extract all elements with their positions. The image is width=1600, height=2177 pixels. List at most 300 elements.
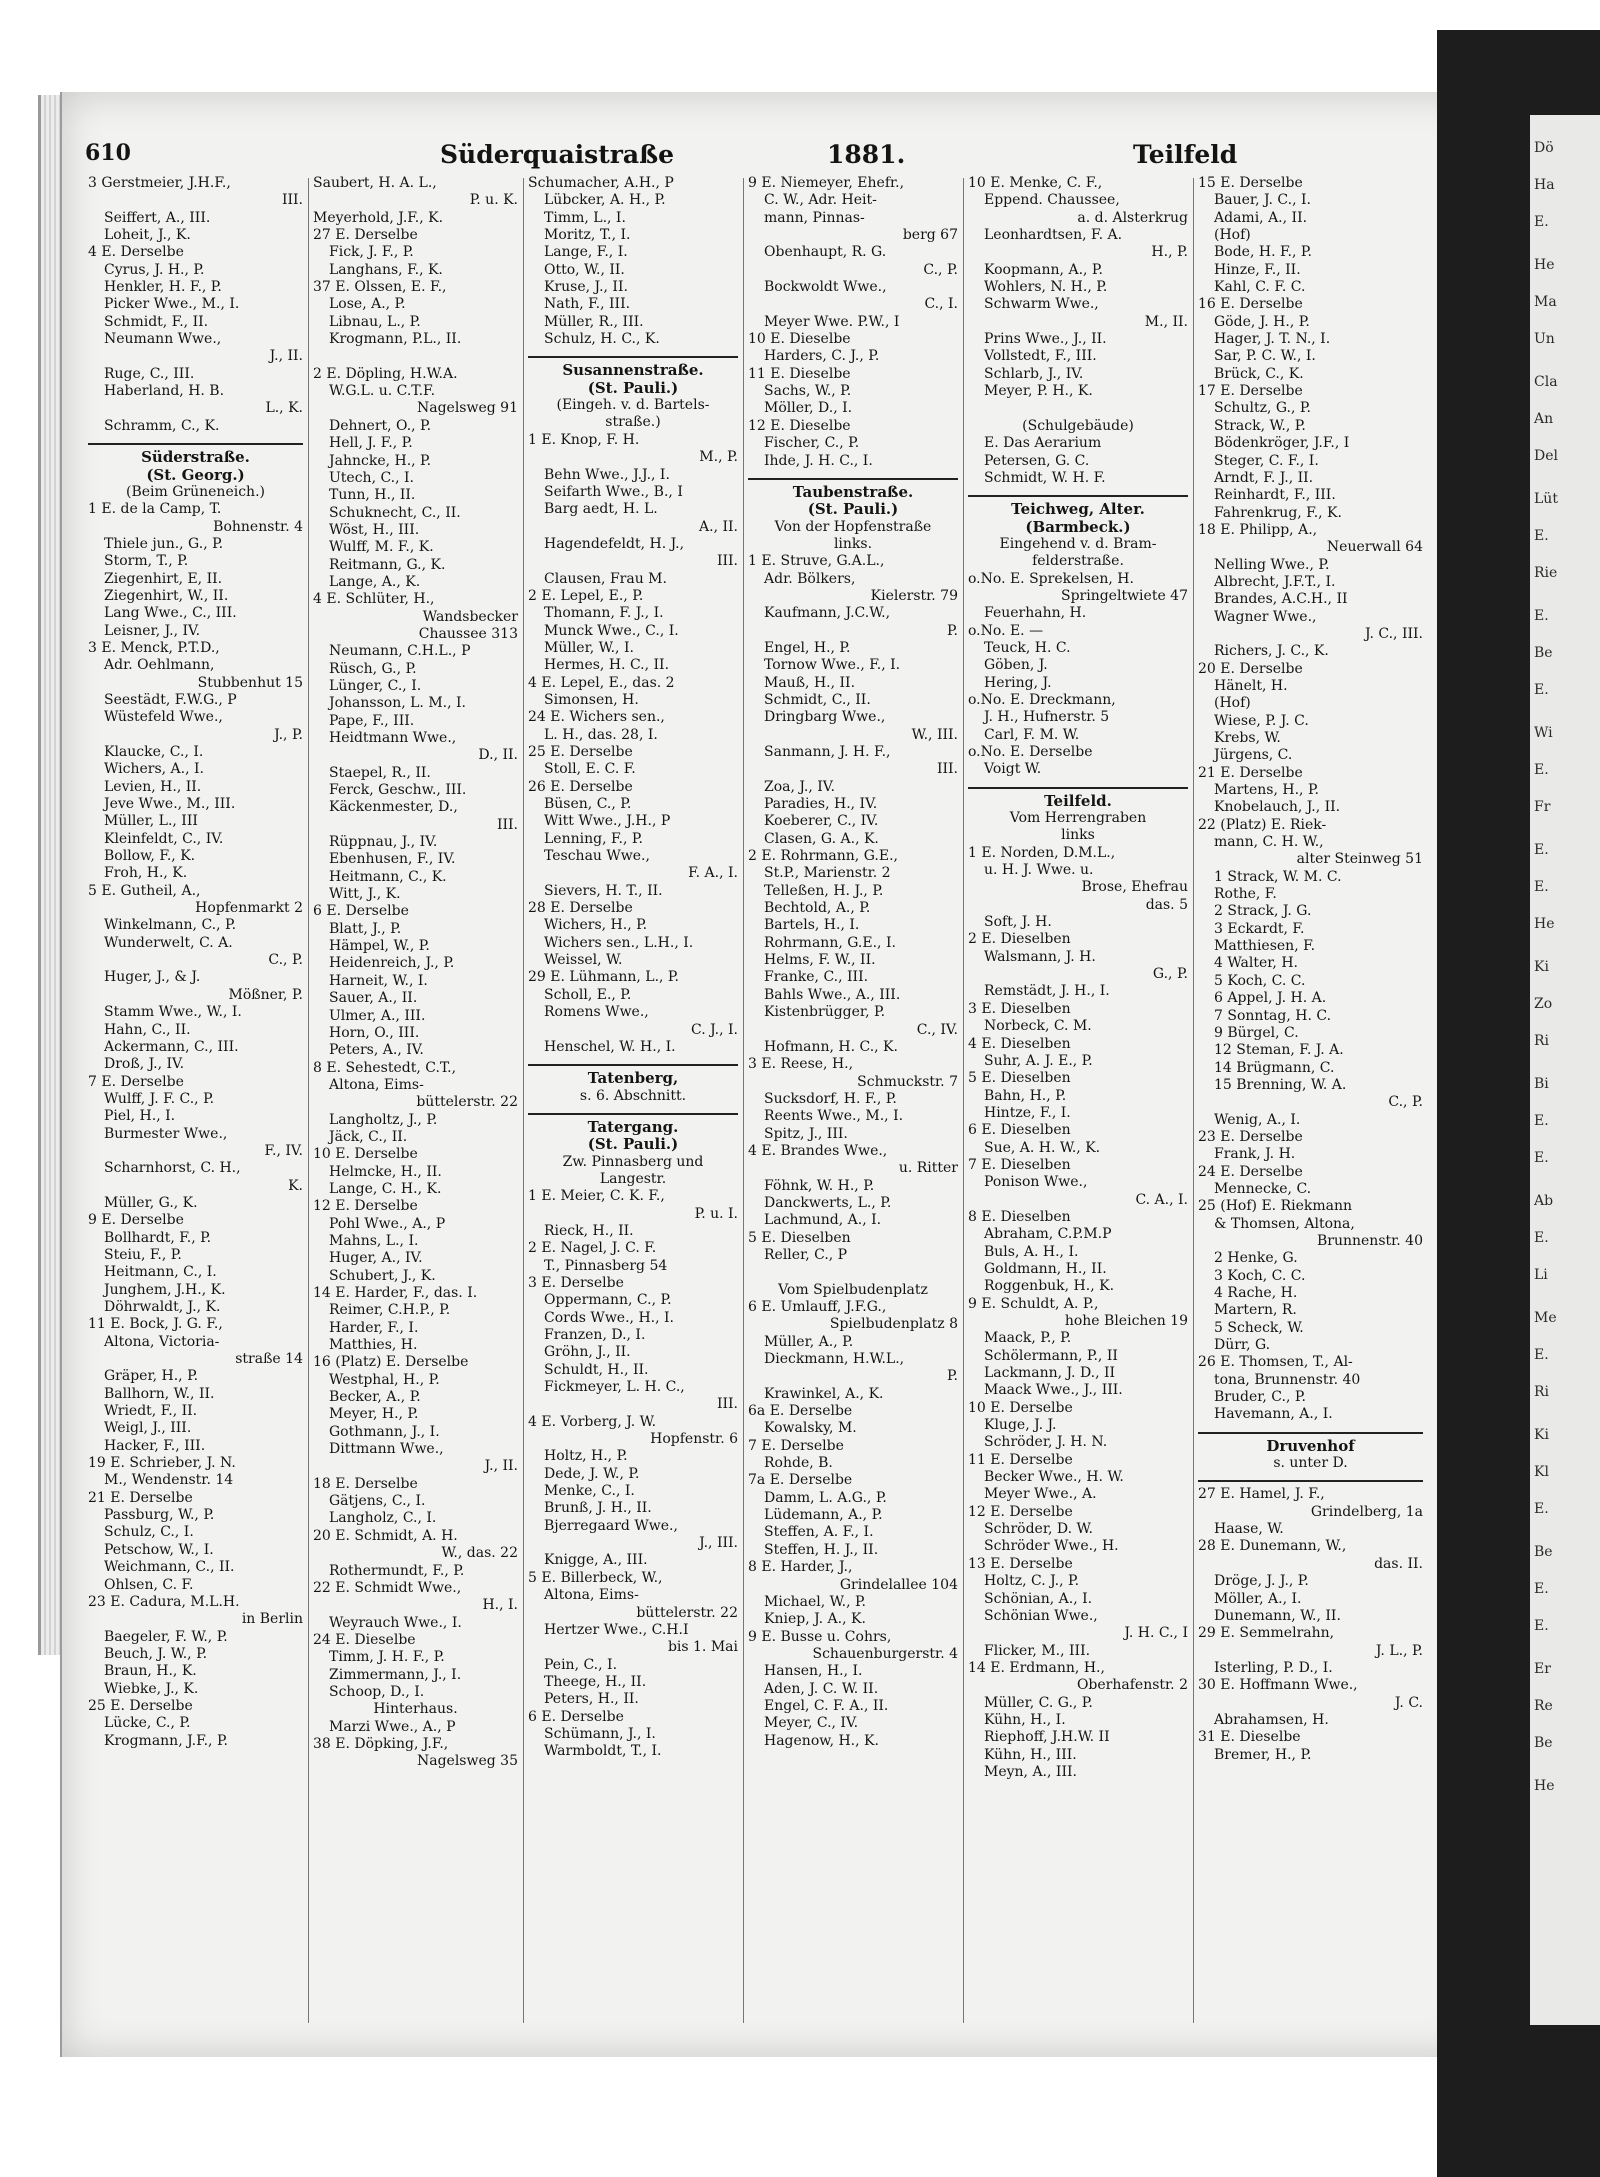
entry-line: 28 E. Derselbe [528, 900, 633, 917]
entry-line: felderstraße. [1032, 553, 1124, 570]
entry-line: Harder, F., I. [329, 1319, 419, 1336]
entry-line: 17 E. Derselbe [1198, 383, 1303, 400]
entry-line: Dede, J. W., P. [544, 1465, 640, 1482]
entry-line: Brose, Ehefrau [1081, 879, 1188, 896]
entry-line: Ihde, J. H. C., I. [764, 452, 873, 469]
entry-line: Tunn, H., II. [329, 487, 416, 504]
entry-line: Cyrus, J. H., P. [104, 261, 205, 278]
entry-line: J., II. [484, 1458, 518, 1475]
section-rule [968, 779, 1188, 789]
entry-line: Ferck, Geschw., III. [329, 782, 467, 799]
entry-line: Kleinfeldt, C., IV. [104, 830, 224, 847]
entry-line: Wulff, M. F., K. [329, 539, 434, 556]
entry-line: 7a E. Derselbe [748, 1472, 853, 1489]
entry-line: Thomann, F. J., I. [544, 605, 664, 622]
entry-line: Kühn, H., I. [984, 1711, 1066, 1728]
entry-line: Carl, F. M. W. [984, 726, 1080, 743]
entry-line: Schramm, C., K. [104, 417, 220, 434]
next-page-text-fragment: E. [1534, 608, 1549, 624]
entry-line: Wagner Wwe., [1214, 608, 1317, 625]
entry-line: Heidenreich, J., P. [329, 955, 455, 972]
entry-line: 6 E. Derselbe [528, 1708, 624, 1725]
entry-line: Koeberer, C., IV. [764, 813, 879, 830]
next-page-text-fragment: E. [1534, 682, 1549, 698]
entry-line: Richers, J. C., K. [1214, 643, 1329, 660]
entry-line: Reimer, C.H.P., P. [329, 1302, 451, 1319]
entry-line: Knigge, A., III. [544, 1552, 648, 1569]
entry-line: Reller, C., P [764, 1246, 848, 1263]
entry-line: Schmidt, C., II. [764, 691, 871, 708]
entry-line: Dürr, G. [1214, 1337, 1271, 1354]
entry-line: Peters, H., II. [544, 1691, 639, 1708]
entry-line: Göben, J. [984, 657, 1048, 674]
entry-line: Maack Wwe., J., III. [984, 1382, 1123, 1399]
entry-line: Scharnhorst, C. H., [104, 1160, 241, 1177]
entry-line: Schümann, J., I. [544, 1725, 656, 1742]
entry-line: Pape, F., III. [329, 712, 415, 729]
entry-line: 23 E. Derselbe [1198, 1128, 1303, 1145]
entry-line: Hinze, F., II. [1214, 261, 1301, 278]
next-page-text-fragment: Un [1534, 331, 1555, 347]
entry-line: Fickmeyer, L. H. C., [544, 1379, 685, 1396]
entry-line: 5 E. Gutheil, A., [88, 882, 201, 899]
entry-line: Petschow, W., I. [104, 1541, 214, 1558]
entry-line: Saubert, H. A. L., [313, 175, 437, 191]
next-page-text-fragment: He [1534, 257, 1555, 273]
entry-line: Henschel, W. H., I. [544, 1038, 676, 1055]
entry-line: links. [833, 535, 873, 552]
section-rule [528, 1105, 738, 1115]
entry-line: Witt Wwe., J.H., P [544, 813, 671, 830]
entry-line: Oppermann, C., P. [544, 1292, 672, 1309]
entry-line: Soft, J. H. [984, 914, 1052, 931]
entry-line: Franzen, D., I. [544, 1327, 646, 1343]
entry-line: Moritz, T., I. [544, 227, 631, 244]
column-divider [308, 178, 309, 2023]
street-heading: Teilfeld. [1044, 792, 1112, 810]
entry-line: P. u. K. [469, 192, 518, 209]
entry-line: Wohlers, N. H., P. [984, 279, 1108, 296]
entry-line: Heidtmann Wwe., [329, 730, 457, 746]
entry-line: das. II. [1374, 1555, 1423, 1572]
entry-line: Riephoff, J.H.W. II [984, 1729, 1110, 1746]
entry-line: Warmboldt, T., I. [544, 1743, 662, 1760]
entry-line: Hertzer Wwe., C.H.I [544, 1621, 689, 1638]
entry-line: Weigl, J., III. [104, 1420, 192, 1437]
entry-line: Nagelsweg 91 [416, 400, 518, 417]
entry-line: 4 E. Dieselben [968, 1035, 1071, 1052]
entry-line: Wöst, H., III. [329, 521, 420, 538]
entry-line: Lenning, F., P. [544, 830, 643, 847]
entry-line: Maack, P., P. [984, 1330, 1072, 1347]
entry-line: Wunderwelt, C. A. [104, 934, 233, 951]
entry-line: Goldmann, H., II. [984, 1260, 1107, 1277]
entry-line: Sievers, H. T., II. [544, 882, 663, 899]
entry-line: Rüppnau, J., IV. [329, 834, 438, 851]
entry-line: Lüdemann, A., P. [764, 1507, 883, 1524]
entry-line: 12 E. Derselbe [968, 1503, 1073, 1520]
entry-line: 3 E. Menck, P.T.D., [88, 639, 220, 656]
next-page-text-fragment: Zo [1534, 996, 1553, 1012]
entry-line: 1 E. Meier, C. K. F., [528, 1188, 665, 1205]
column-5 [968, 175, 1188, 2035]
entry-line: Rothe, F. [1214, 886, 1277, 903]
entry-line: Hopfenmarkt 2 [195, 900, 303, 917]
entry-line: a. d. Alsterkrug [1077, 209, 1188, 226]
entry-line: Brandes, A.C.H., II [1214, 591, 1348, 608]
entry-line: 24 E. Derselbe [1198, 1163, 1303, 1180]
entry-line: 28 E. Dunemann, W., [1198, 1538, 1347, 1555]
entry-line: Springeltwiete 47 [1060, 587, 1188, 604]
entry-line: 37 E. Olssen, E. F., [313, 279, 447, 296]
entry-line: 1 Strack, W. M. C. [1214, 868, 1342, 885]
entry-line: Lübcker, A. H., P. [544, 192, 666, 209]
entry-line: 12 E. Derselbe [313, 1198, 418, 1215]
entry-line: 24 E. Wichers sen., [528, 709, 665, 726]
entry-line: III. [281, 192, 303, 209]
entry-line: Knobelauch, J., II. [1214, 799, 1341, 816]
column-divider [963, 178, 964, 2023]
entry-line: Bode, H. F., P. [1214, 244, 1312, 261]
entry-line: Clasen, G. A., K. [764, 830, 879, 847]
entry-line: Westphal, H., P. [329, 1371, 440, 1388]
entry-line: Menke, C., I. [544, 1483, 635, 1500]
entry-line: o.No. E. Sprekelsen, H. [968, 570, 1134, 587]
entry-line: Nelling Wwe., P. [1214, 556, 1330, 573]
entry-line: 4 E. Schlüter, H., [313, 591, 435, 608]
entry-line: Bahls Wwe., A., III. [764, 986, 901, 1003]
entry-line: Wichers sen., L.H., I. [544, 934, 694, 951]
entry-line: Heitmann, C., K. [329, 868, 447, 885]
street-heading: Susannenstraße. [562, 362, 704, 380]
entry-line: Göde, J. H., P. [1214, 313, 1310, 330]
entry-line: Schmuckstr. 7 [857, 1073, 958, 1090]
entry-line: Hacker, F., III. [104, 1437, 206, 1454]
entry-line: 25 E. Derselbe [528, 744, 633, 760]
entry-line: Adr. Oehlmann, [104, 657, 215, 674]
entry-line: (Hof) [1214, 695, 1251, 712]
next-page-text-fragment: Ha [1534, 177, 1555, 193]
entry-line: Ulmer, A., III. [329, 1007, 426, 1024]
entry-line: Müller, L., III [104, 813, 198, 830]
entry-line: Krawinkel, A., K. [764, 1385, 884, 1402]
entry-line: 6 E. Derselbe [313, 903, 409, 920]
entry-line: Martens, H., P. [1214, 782, 1319, 799]
entry-line: Clausen, Frau M. [544, 570, 667, 587]
entry-line: Krogmann, J.F., P. [104, 1732, 228, 1749]
entry-line: 10 E. Derselbe [313, 1146, 418, 1163]
entry-line: 27 E. Hamel, J. F., [1198, 1486, 1325, 1503]
section-rule [88, 435, 303, 445]
entry-line: Teuck, H. C. [984, 639, 1071, 656]
entry-line: Zoa, J., IV. [764, 778, 835, 795]
entry-line: Baegeler, F. W., P. [104, 1628, 228, 1645]
entry-line: Paradies, H., IV. [764, 796, 878, 813]
entry-line: Kahl, C. F. C. [1214, 279, 1306, 296]
entry-line: F., IV. [264, 1142, 303, 1159]
entry-line: Sucksdorf, H. F., P. [764, 1090, 897, 1107]
entry-line: Isterling, P. D., I. [1214, 1659, 1333, 1676]
section-rule [528, 348, 738, 358]
entry-line: Wiese, P. J. C. [1214, 712, 1309, 729]
entry-line: Matthies, H. [329, 1337, 418, 1354]
entry-line: Kniep, J. A., K. [764, 1611, 866, 1628]
page-number: 610 [85, 140, 131, 166]
entry-line: L. H., das. 28, I. [544, 726, 658, 743]
entry-line: Wulff, J. F. C., P. [104, 1090, 215, 1107]
entry-line: Meyer, P. H., K. [984, 383, 1093, 400]
entry-line: Zimmermann, J., I. [329, 1666, 462, 1683]
entry-line: M., P. [699, 449, 738, 466]
next-page-text-fragment: Ki [1534, 959, 1549, 975]
entry-line: Meyerhold, J.F., K. [313, 209, 444, 226]
next-page-text-fragment: E. [1534, 1230, 1549, 1246]
entry-line: Picker Wwe., M., I. [104, 296, 240, 313]
entry-line: Buls, A. H., I. [984, 1243, 1079, 1260]
entry-line: 21 E. Derselbe [1198, 764, 1303, 781]
entry-line: Dunemann, W., II. [1214, 1607, 1341, 1624]
entry-line: III. [716, 1396, 738, 1413]
entry-line: bis 1. Mai [667, 1639, 738, 1656]
entry-line: Neumann, C.H.L., P [329, 643, 471, 660]
next-page-text-fragment: E. [1534, 214, 1549, 230]
entry-line: Möller, A., I. [1214, 1590, 1302, 1607]
entry-line: Müller, A., P. [764, 1333, 854, 1350]
entry-line: Rothermundt, F., P. [329, 1562, 465, 1579]
entry-line: Schmidt, F., II. [104, 313, 209, 330]
entry-line: Munck Wwe., C., I. [544, 622, 679, 639]
entry-line: 12 Steman, F. J. A. [1214, 1042, 1344, 1059]
entry-line: 20 E. Schmidt, A. H. [313, 1527, 458, 1544]
entry-line: Altona, Victoria- [104, 1333, 220, 1350]
entry-line: Becker Wwe., H. W. [984, 1469, 1124, 1486]
entry-line: Remstädt, J. H., I. [984, 983, 1110, 1000]
entry-line: Grindelberg, 1a [1310, 1503, 1423, 1520]
entry-line: Leonhardtsen, F. A. [984, 227, 1123, 244]
entry-line: Becker, A., P. [329, 1389, 421, 1406]
entry-line: Meyer Wwe., A. [984, 1486, 1097, 1503]
entry-line: Langholz, C., I. [329, 1510, 437, 1527]
entry-line: Schulz, H. C., K. [544, 331, 660, 348]
column-divider [743, 178, 744, 2023]
entry-line: Froh, H., K. [104, 865, 188, 882]
entry-line: Langholtz, J., P. [329, 1111, 438, 1128]
next-page-text-fragment: Wi [1534, 725, 1553, 741]
entry-line: Altona, Eims- [544, 1587, 639, 1604]
next-page-text-fragment: Ab [1534, 1193, 1554, 1209]
entry-line: s. unter D. [1273, 1455, 1348, 1472]
entry-line: H., I. [482, 1597, 518, 1614]
street-heading: Taubenstraße. [792, 483, 914, 501]
entry-line: Jäck, C., II. [329, 1128, 408, 1145]
entry-line: Schlarb, J., IV. [984, 365, 1084, 382]
entry-line: Dittmann Wwe., [329, 1441, 444, 1458]
entry-line: 18 E. Philipp, A., [1198, 521, 1318, 538]
entry-line: Steger, C. F., I. [1214, 452, 1319, 469]
entry-line: Jahncke, H., P. [329, 452, 432, 469]
entry-line: III. [716, 553, 738, 570]
entry-line: Von der Hopfenstraße [774, 518, 932, 535]
entry-line: Neumann Wwe., [104, 331, 222, 348]
entry-line: 3 E. Reese, H., [748, 1056, 854, 1073]
entry-line: Sanmann, J. H. F., [764, 744, 891, 760]
entry-line: Föhnk, W. H., P. [764, 1177, 875, 1194]
entry-line: Hagendefeldt, H. J., [544, 535, 685, 552]
entry-line: III. [496, 816, 518, 833]
entry-line: 4 E. Vorberg, J. W. [528, 1413, 657, 1430]
entry-line: 5 E. Dieselben [748, 1229, 851, 1246]
entry-line: C., I. [924, 296, 958, 313]
entry-line: Käckenmester, D., [329, 799, 458, 816]
entry-line: links [1061, 827, 1095, 844]
entry-line: Steiu, F., P. [104, 1246, 182, 1263]
entry-line: Strack, W., P. [1214, 417, 1306, 434]
entry-line: Meyn, A., III. [984, 1763, 1077, 1780]
entry-line: Seestädt, F.W.G., P [104, 691, 237, 708]
entry-line: Reitmann, G., K. [329, 556, 446, 573]
entry-line: 1 E. Knop, F. H. [528, 431, 640, 448]
entry-line: Lose, A., P. [329, 296, 406, 313]
entry-line: 26 E. Derselbe [528, 778, 633, 795]
entry-line: C. W., Adr. Heit- [764, 192, 877, 209]
next-page-text-fragment: Be [1534, 645, 1553, 661]
entry-line: Dieckmann, H.W.L., [764, 1351, 905, 1368]
entry-line: W., das. 22 [441, 1545, 518, 1562]
next-page-text-fragment: E. [1534, 528, 1549, 544]
section-rule [1198, 1472, 1423, 1482]
entry-line: Behn Wwe., J.J., I. [544, 466, 670, 483]
entry-line: T., Pinnasberg 54 [544, 1257, 668, 1274]
entry-line: Ziegenhirt, E, II. [104, 570, 223, 587]
entry-line: alter Steinweg 51 [1296, 851, 1423, 868]
next-page-text-fragment: E. [1534, 1347, 1549, 1363]
entry-line: (Schulgebäude) [1022, 417, 1134, 434]
street-heading: (St. Pauli.) [587, 379, 679, 397]
entry-line: 1 E. Norden, D.M.L., [968, 844, 1116, 861]
entry-line: Hermes, H. C., II. [544, 657, 670, 674]
entry-line: Prins Wwe., J., II. [984, 331, 1107, 348]
entry-line: Hager, J. T. N., I. [1214, 331, 1331, 348]
next-page-text-fragment: E. [1534, 1113, 1549, 1129]
entry-line: Adr. Bölkers, [764, 570, 856, 587]
entry-line: Möller, D., I. [764, 400, 853, 417]
entry-line: Hintze, F., I. [984, 1104, 1071, 1121]
next-page-text-fragment: E. [1534, 1581, 1549, 1597]
entry-line: Hämpel, W., P. [329, 938, 430, 955]
next-page-text-fragment: E. [1534, 842, 1549, 858]
entry-line: 26 E. Thomsen, T., Al- [1198, 1354, 1353, 1371]
entry-line: 3 Koch, C. C. [1214, 1267, 1306, 1284]
entry-line: 11 E. Dieselbe [748, 365, 851, 382]
entry-line: 6a E. Derselbe [748, 1403, 853, 1420]
entry-line: 8 E. Dieselben [968, 1208, 1071, 1225]
entry-line: Döhrwaldt, J., K. [104, 1299, 221, 1315]
entry-line: 2 E. Lepel, E., P. [528, 587, 644, 604]
entry-line: 29 E. Semmelrahn, [1198, 1625, 1335, 1642]
next-page-text-fragment: Ki [1534, 1427, 1549, 1443]
next-page-text-fragment: Bi [1534, 1076, 1549, 1092]
entry-line: o.No. E. Derselbe [968, 744, 1093, 760]
entry-line: Helms, F. W., II. [764, 952, 876, 969]
entry-line: (Beim Grüneneich.) [126, 483, 265, 500]
entry-line: Horn, O., III. [329, 1024, 420, 1041]
entry-line: Voigt W. [984, 761, 1042, 778]
next-page-text-fragment: Ma [1534, 294, 1557, 310]
entry-line [748, 1264, 958, 1281]
entry-line: J., P. [274, 726, 303, 743]
entry-line: Wriedt, F., II. [104, 1403, 198, 1420]
entry-line: Suhr, A. J. E., P. [984, 1052, 1093, 1069]
entry-line: Cords Wwe., H., I. [544, 1309, 674, 1326]
entry-line: Zw. Pinnasberg und [562, 1153, 704, 1170]
entry-line: Droß, J., IV. [104, 1056, 185, 1073]
entry-line: 19 E. Schrieber, J. N. [88, 1455, 236, 1472]
entry-line: 7 E. Dieselben [968, 1156, 1071, 1173]
entry-line: Lücke, C., P. [104, 1715, 191, 1732]
entry-line: Weyrauch Wwe., I. [329, 1614, 462, 1631]
entry-line: 20 E. Derselbe [1198, 660, 1303, 677]
entry-line: 16 E. Derselbe [1198, 296, 1303, 313]
next-page-text-fragment: Kl [1534, 1464, 1549, 1480]
next-page-fragment [1530, 115, 1600, 2025]
entry-line: Martern, R. [1214, 1302, 1297, 1319]
entry-line: Hering, J. [984, 674, 1052, 691]
next-page-text-fragment: Lüt [1534, 491, 1558, 507]
entry-line: Reinhardt, F., III. [1214, 487, 1336, 504]
entry-line: 4 Rache, H. [1214, 1285, 1298, 1301]
entry-line: Büsen, C., P. [544, 796, 632, 813]
entry-line: 13 E. Derselbe [968, 1555, 1073, 1572]
entry-line: Winkelmann, C., P. [104, 917, 237, 934]
entry-line: Peters, A., IV. [329, 1042, 424, 1059]
entry-line: 14 E. Erdmann, H., [968, 1659, 1105, 1676]
entry-line: tona, Brunnenstr. 40 [1214, 1371, 1361, 1388]
entry-line: straße.) [605, 414, 661, 431]
entry-line: Barg aedt, H. L. [544, 501, 658, 518]
entry-line: Schultz, G., P. [1214, 400, 1311, 417]
street-heading: (St. Pauli.) [587, 1136, 679, 1154]
entry-line: C., P. [268, 952, 303, 969]
entry-line: Vollstedt, F., III. [984, 348, 1097, 365]
next-page-text-fragment: Er [1534, 1661, 1551, 1677]
entry-line: büttelerstr. 22 [416, 1094, 518, 1111]
entry-line: Hell, J. F., P. [329, 435, 413, 452]
entry-line: Abraham, C.P.M.P [984, 1226, 1112, 1243]
entry-line: Gätjens, C., I. [329, 1493, 426, 1510]
entry-line: 1 E. de la Camp, T. [88, 501, 222, 518]
entry-line: Holtz, H., P. [544, 1448, 628, 1465]
entry-line: u. H. J. Wwe. u. [984, 862, 1094, 879]
entry-line: Schönian, A., I. [984, 1590, 1093, 1607]
entry-line: Brunnenstr. 40 [1316, 1232, 1423, 1249]
entry-line: Spitz, J., III. [764, 1125, 848, 1142]
entry-line: Koopmann, A., P. [984, 261, 1103, 278]
entry-line: C., P. [1388, 1094, 1423, 1111]
entry-line: G., P. [1152, 966, 1188, 983]
entry-line: Rohde, B. [764, 1455, 833, 1472]
entry-line: Dringbarg Wwe., [764, 709, 886, 726]
entry-line: Simonsen, H. [544, 691, 639, 708]
entry-line: Schröder, D. W. [984, 1521, 1093, 1538]
entry-line: Brunß, J. H., II. [544, 1500, 652, 1517]
entry-line: Pohl Wwe., A., P [329, 1215, 446, 1232]
entry-line: s. 6. Abschnitt. [579, 1087, 687, 1104]
entry-line: 3 Gerstmeier, J.H.F., [88, 175, 231, 191]
next-page-text-fragment: Rie [1534, 565, 1558, 581]
entry-line: 6 Appel, J. H. A. [1214, 990, 1327, 1007]
column-divider [1193, 178, 1194, 2023]
entry-line: 31 E. Dieselbe [1198, 1729, 1301, 1746]
